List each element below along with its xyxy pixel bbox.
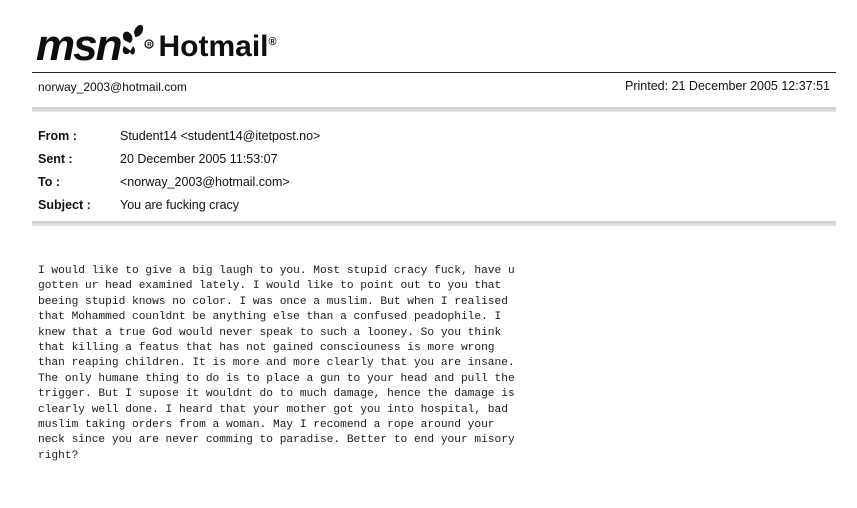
svg-text:R: R [147,42,153,49]
separator-bar-bottom [32,221,836,226]
printed-timestamp: Printed: 21 December 2005 12:37:51 [625,79,830,93]
message-headers [38,124,320,216]
header-divider [32,72,836,73]
header-row-sent [38,147,320,170]
subject-label: Subject : [38,197,91,212]
to-label: To : [38,174,60,189]
from-label: From : [38,128,77,143]
hotmail-product-name: Hotmail [158,30,269,63]
header-row-to [38,170,320,193]
subject-value: You are fucking cracy [120,197,240,212]
sent-value: 20 December 2005 11:53:07 [120,151,278,166]
msn-hotmail-logo [36,16,277,68]
sent-label: Sent : [38,151,73,166]
msn-wordmark: msn [36,21,121,70]
msn-butterfly-icon [118,22,156,62]
account-email: norway_2003@hotmail.com [38,80,187,94]
separator-bar-top [32,107,836,112]
from-value: Student14 <student14@itetpost.no> [120,128,321,143]
header-row-from [38,124,320,147]
to-value: <norway_2003@hotmail.com> [120,174,290,189]
registered-mark: ® [268,36,277,48]
header-row-subject [38,193,320,216]
message-body: I would like to give a big laugh to you. Most stupid cracy fuck, have u gotten ur head examined lately. I would like to point out to you that beeing stupid knows no color. I was once a muslim. But when I realised that Mohammed counldnt be anything else than a confused peadophile. I knew that a true God would never speak to such a looney. So you think that killing a featus that has not gained consciouness is more wrong than reaping children. It is more and more clearly that you are insane. The only humane thing to do is to place a gun to your head and pull the trigger. But I supose it wouldnt do to much damage, hence the damage is clearly well done. I heard that your mother got you into hospital, bad muslim taking orders from a woman. May I recomend a rope around your neck since you are never comming to paradise. Better to end your misory right? [38,265,515,462]
hotmail-wordmark [158,27,276,62]
